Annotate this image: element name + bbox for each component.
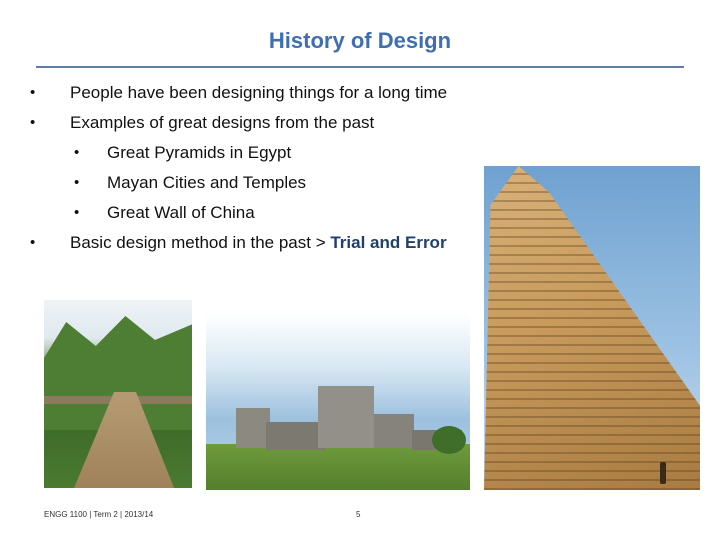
bullet-icon: • [74, 204, 80, 221]
grass-field [206, 444, 470, 490]
slide-footer: ENGG 1100 | Term 2 | 2013/14 [44, 510, 154, 519]
bullet-icon: • [74, 174, 80, 191]
bullet-icon: • [30, 234, 36, 251]
pyramid-photo [484, 166, 700, 490]
emphasis-text: Trial and Error [330, 233, 447, 252]
great-wall-photo [44, 300, 192, 488]
bullet-icon: • [30, 84, 36, 101]
mayan-temple-photo [206, 314, 470, 490]
ruin-block [236, 408, 270, 448]
sub-bullet-text: Mayan Cities and Temples [107, 173, 307, 192]
pyramid-stone-face [484, 166, 700, 490]
person-figure [660, 462, 666, 484]
ruin-block [374, 414, 414, 448]
slide-title: History of Design [268, 28, 452, 53]
bullet-text [70, 228, 447, 258]
bullet-icon: • [30, 114, 36, 131]
bullet-text: Examples of great designs from the past [70, 113, 375, 132]
title-divider [36, 66, 684, 68]
sub-bullet-text: Great Wall of China [107, 203, 255, 222]
bullet-text-prefix: Basic design method in the past > [70, 233, 331, 252]
page-number: 5 [356, 510, 361, 519]
temple-ruin [318, 386, 374, 448]
sub-bullet-text: Great Pyramids in Egypt [107, 143, 292, 162]
ruin-block [266, 422, 326, 450]
bullet-text: People have been designing things for a long time [70, 83, 448, 102]
bullet-icon: • [74, 144, 80, 161]
tree-shape [432, 426, 466, 454]
